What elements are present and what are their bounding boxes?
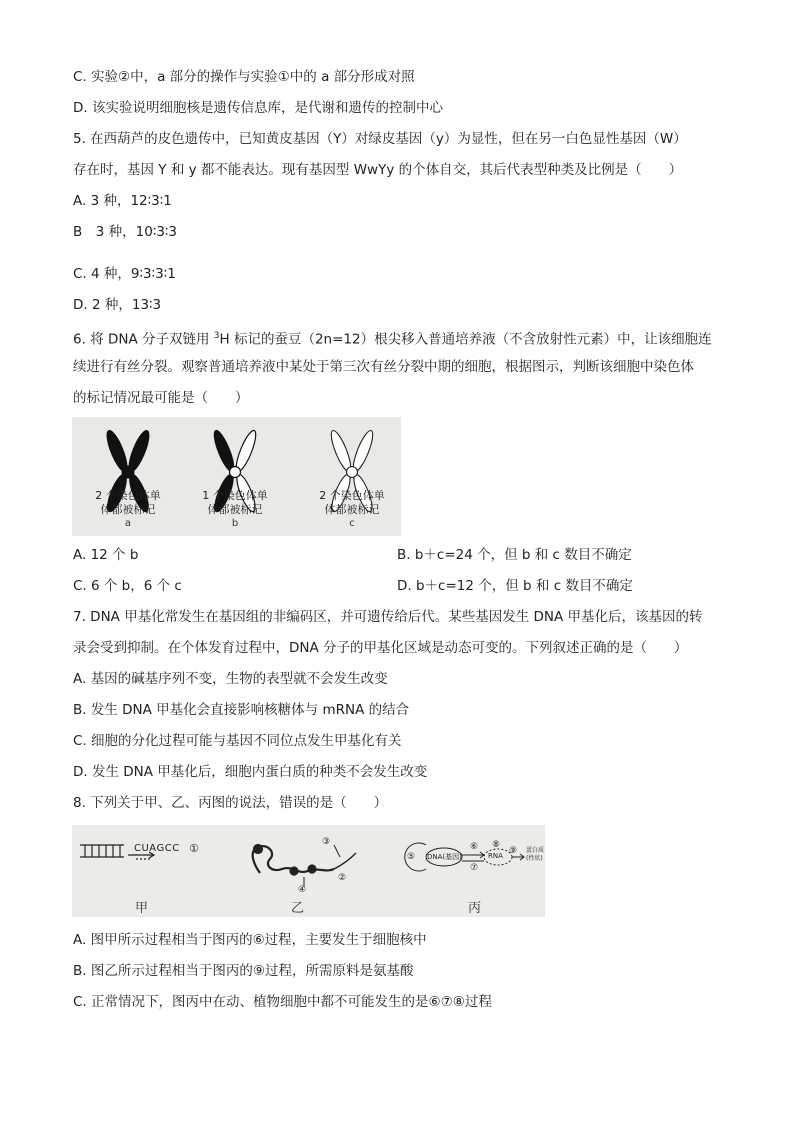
label-5: ⑤ [407, 852, 416, 862]
q5-option-c: C. 4 种，9∶3∶3∶1 [73, 266, 176, 282]
figure-c-letter: c [349, 518, 355, 529]
figure-b-label-line2: 体都被标记 [207, 503, 263, 516]
q6-option-d: D. b＋c=12 个，但 b 和 c 数目不确定 [397, 578, 633, 594]
q5-stem-line1: 5. 在西葫芦的皮色遗传中，已知黄皮基因（Y）对绿皮基因（y）为显性，但在另一白色显性基因（W） [73, 131, 687, 147]
q5-option-a: A. 3 种，12∶3∶1 [73, 193, 172, 209]
figure-c-label-line1: 2 个染色体单 [319, 489, 385, 502]
q8-option-c: C. 正常情况下，图丙中在动、植物细胞中都不可能发生的是⑥⑦⑧过程 [73, 994, 492, 1010]
q6-option-c: C. 6 个 b，6 个 c [73, 578, 182, 594]
figure-c-label-line2: 体都被标记 [324, 503, 380, 516]
rna-label: RNA [488, 852, 503, 860]
label-7: ⑦ [470, 863, 479, 873]
q7-option-d: D. 发生 DNA 甲基化后，细胞内蛋白质的种类不会发生改变 [73, 764, 428, 780]
q5-option-d: D. 2 种，13∶3 [73, 297, 162, 313]
label-6: ⑥ [470, 842, 479, 852]
q8-stem: 8. 下列关于甲、乙、丙图的说法，错误的是（ ） [73, 795, 388, 811]
protein-trait-label: 蛋白质(性状) [526, 847, 545, 862]
label-2: ② [338, 873, 347, 883]
figure-bing-label: 丙 [468, 901, 482, 916]
figure-a-letter: a [124, 518, 132, 529]
figure-yi-label: 乙 [291, 901, 305, 916]
label-9: ⑨ [509, 846, 518, 856]
q7-stem-line1: 7. DNA 甲基化常发生在基因组的非编码区，并可遗传给后代。某些基因发生 DNA 甲基化后，该基因的转 [73, 609, 703, 625]
q4-option-c: C. 实验②中，a 部分的操作与实验①中的 a 部分形成对照 [73, 69, 415, 85]
chromosome-figure [72, 417, 401, 536]
q4-option-d: D. 该实验说明细胞核是遗传信息库，是代谢和遗传的控制中心 [73, 100, 443, 116]
figure-b-label [185, 489, 285, 517]
figure-c-label [302, 489, 401, 517]
figure-a-label-line1: 2 个染色体单 [95, 489, 161, 502]
q6-option-b: B. b＋c=24 个，但 b 和 c 数目不确定 [397, 547, 632, 563]
q6-option-a: A. 12 个 b [73, 547, 139, 563]
q7-option-c: C. 细胞的分化过程可能与基因不同位点发生甲基化有关 [73, 733, 402, 749]
dna-gene-label: DNA(基因) [427, 853, 462, 861]
label-8: ⑧ [492, 840, 501, 850]
q5-option-b: B 3 种，10∶3∶3 [73, 224, 178, 240]
q6-stem-line3: 的标记情况最可能是（ ） [73, 390, 249, 406]
figure-a-label-line2: 体都被标记 [100, 503, 156, 516]
q6-stem-line2: 续进行有丝分裂。观察普通培养液中某处于第三次有丝分裂中期的细胞，根据图示，判断该细胞中染色体 [73, 359, 694, 375]
q6-stem-part2: H 标记的蚕豆（2n=12）根尖移入普通培养液（不含放射性元素）中，让该细胞连 [219, 331, 712, 348]
central-dogma-diagram [405, 843, 524, 871]
figure-jia-label: 甲 [135, 901, 149, 916]
label-4: ④ [298, 885, 307, 895]
q6-stem-part1: 6. 将 DNA 分子双链用 [73, 331, 214, 348]
mrna-sequence: CUAGCC [134, 843, 180, 854]
q7-option-b: B. 发生 DNA 甲基化会直接影响核糖体与 mRNA 的结合 [73, 702, 410, 718]
figure-b-letter: b [231, 518, 239, 529]
q7-option-a: A. 基因的碱基序列不变，生物的表型就不会发生改变 [73, 671, 388, 687]
q8-option-b: B. 图乙所示过程相当于图丙的⑨过程，所需原料是氨基酸 [73, 963, 414, 979]
label-1: ① [189, 842, 199, 855]
q8-option-a: A. 图甲所示过程相当于图丙的⑥过程，主要发生于细胞核中 [73, 932, 427, 948]
label-3: ③ [322, 837, 331, 847]
q6-stem-line1 [73, 327, 712, 349]
figure-a-label [78, 489, 178, 517]
q7-stem-line2: 录会受到抑制。在个体发育过程中，DNA 分子的甲基化区域是动态可变的。下列叙述正确的是（ ） [73, 640, 688, 656]
figure-b-label-line1: 1 个染色体单 [202, 489, 268, 502]
q5-stem-line2: 存在时，基因 Y 和 y 都不能表达。现有基因型 WwYy 的个体自交，其后代表型种类及比例是（ ） [73, 162, 683, 178]
gene-expression-figure [72, 825, 545, 917]
q6-superscript: 3 [213, 331, 220, 341]
